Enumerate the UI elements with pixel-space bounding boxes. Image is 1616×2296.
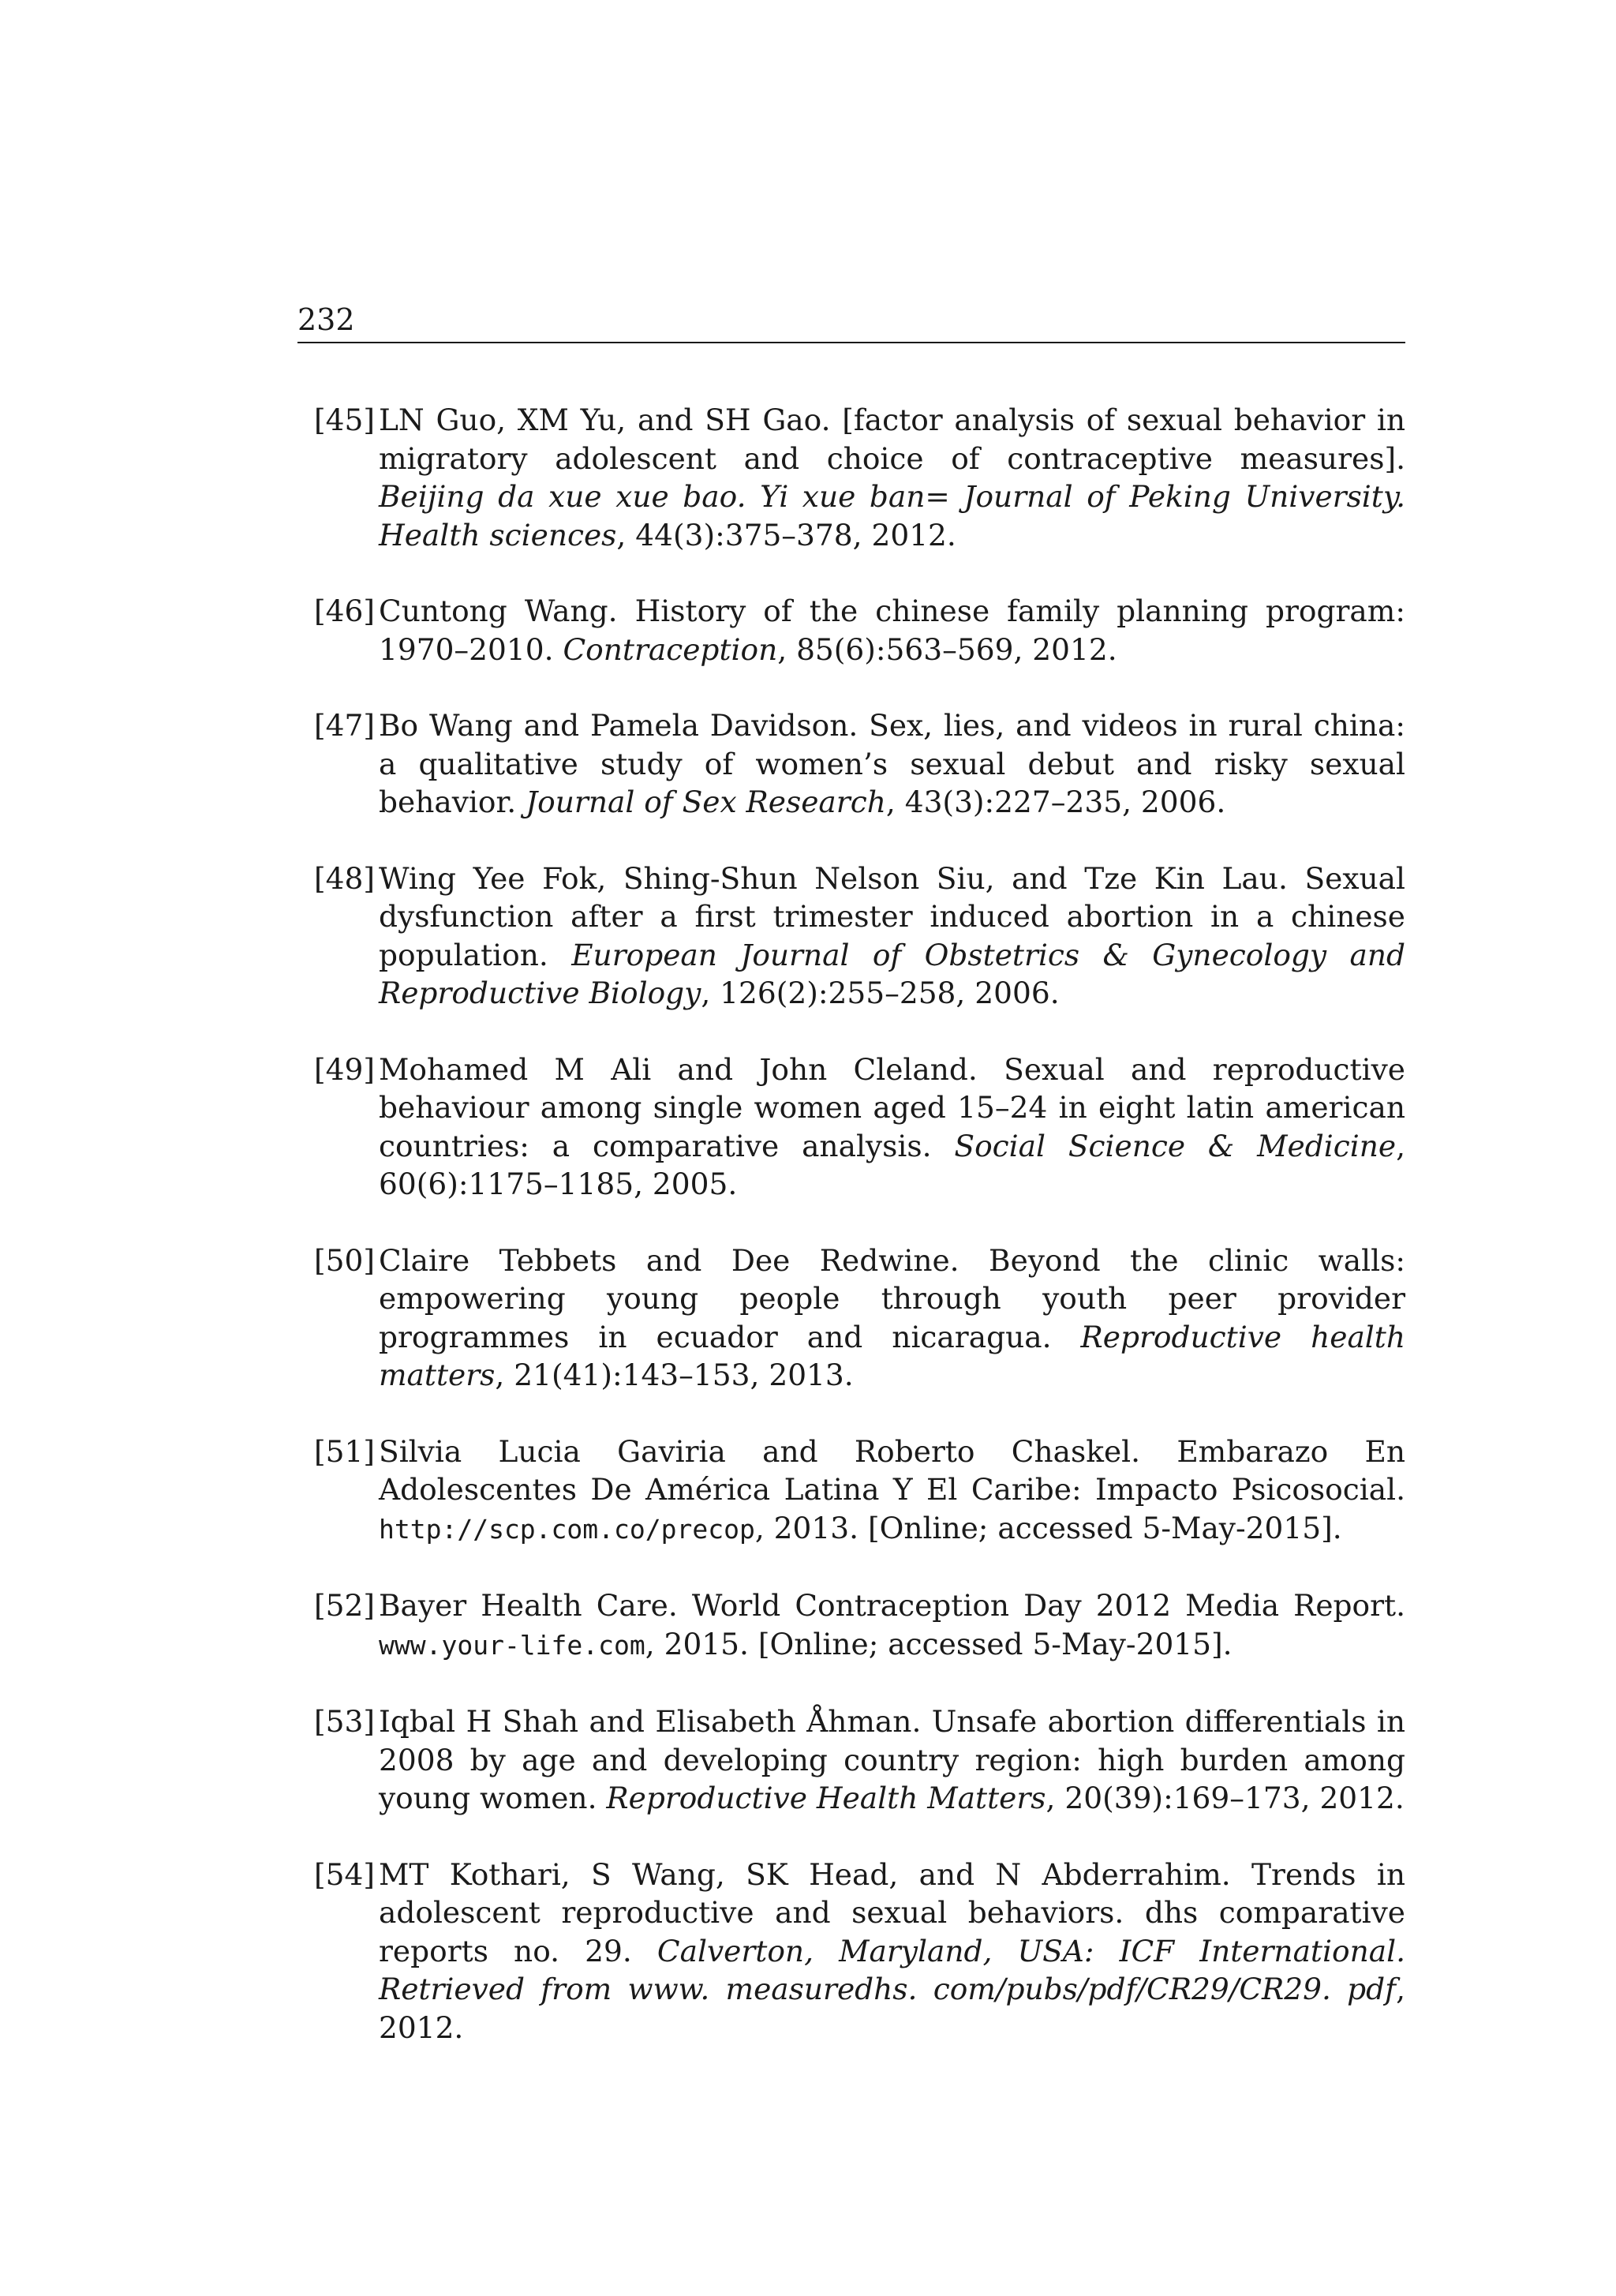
- reference-venue: Contraception: [563, 631, 778, 667]
- reference-item: [314, 860, 1405, 1013]
- reference-text: [379, 592, 1405, 669]
- reference-authors: Wing Yee Fok, Shing-Shun Nelson Siu, and Tze Kin Lau.: [379, 860, 1288, 896]
- page-number: 232: [297, 302, 355, 337]
- reference-authors: Cuntong Wang.: [379, 594, 618, 628]
- reference-authors: Claire Tebbets and Dee Redwine.: [379, 1242, 960, 1278]
- reference-item: [314, 1242, 1405, 1395]
- reference-title: Sex, lies, and videos in rural china: a qualitative study of women’s sexual debut and risky sexual behavior.: [379, 708, 1405, 819]
- reference-authors: LN Guo, XM Yu, and SH Gao.: [379, 403, 831, 437]
- reference-venue: Reproductive health matters: [379, 1319, 1406, 1392]
- reference-label: [54]: [314, 1856, 375, 1892]
- reference-label: [51]: [314, 1433, 375, 1469]
- reference-details: , 126(2):255–258, 2006.: [701, 976, 1060, 1010]
- reference-authors: MT Kothari, S Wang, SK Head, and N Abderrahim.: [379, 1856, 1231, 1892]
- reference-authors: Bayer Health Care.: [379, 1588, 678, 1623]
- reference-venue: Social Science & Medicine: [954, 1128, 1397, 1163]
- reference-details: , 2012.: [379, 1972, 1405, 2045]
- reference-item: [314, 1702, 1405, 1818]
- reference-text: [379, 1051, 1405, 1204]
- reference-authors: Bo Wang and Pamela Davidson.: [379, 708, 858, 743]
- reference-title: History of the chinese family planning program: 1970–2010.: [379, 594, 1405, 667]
- reference-details: , 2015. [Online; accessed 5-May-2015].: [645, 1626, 1233, 1661]
- reference-item: [314, 706, 1405, 822]
- reference-label: [47]: [314, 708, 375, 743]
- reference-label: [52]: [314, 1588, 375, 1623]
- reference-title: World Contraception Day 2012 Media Report.: [691, 1588, 1406, 1623]
- reference-venue: Journal of Sex Research: [526, 785, 886, 819]
- reference-label: [46]: [314, 594, 375, 628]
- reference-text: [379, 1702, 1405, 1818]
- reference-text: [379, 401, 1405, 554]
- reference-details: , 20(39):169–173, 2012.: [1046, 1781, 1405, 1815]
- reference-venue: Calverton, Maryland, USA: ICF International. Retrieved from www. measuredhs. com/pubs/pdf/CR29/CR29. pdf: [379, 1933, 1405, 2006]
- reference-title: Beyond the clinic walls: empowering young people through youth peer provider programmes in ecuador and nicaragua.: [379, 1242, 1405, 1354]
- reference-text: [379, 1433, 1405, 1549]
- reference-url-link[interactable]: http://scp.com.co/precop: [379, 1513, 755, 1545]
- reference-item: [314, 1433, 1405, 1549]
- reference-item: [314, 1051, 1405, 1204]
- reference-list: [314, 401, 1405, 2084]
- reference-label: [45]: [314, 403, 375, 437]
- reference-item: [314, 401, 1405, 554]
- reference-text: [379, 1586, 1405, 1665]
- reference-details: , 60(6):1175–1185, 2005.: [379, 1128, 1406, 1201]
- reference-authors: Iqbal H Shah and Elisabeth Åhman.: [379, 1704, 922, 1739]
- reference-details: , 85(6):563–569, 2012.: [777, 631, 1117, 667]
- reference-authors: Silvia Lucia Gaviria and Roberto Chaskel.: [379, 1433, 1141, 1469]
- reference-venue: Beijing da xue xue bao. Yi xue ban= Journal of Peking University. Health sciences: [379, 479, 1405, 552]
- reference-item: [314, 1586, 1405, 1665]
- reference-title: Unsafe abortion differentials in 2008 by age and developing country region: high burden among young women.: [379, 1704, 1405, 1815]
- reference-label: [49]: [314, 1051, 375, 1087]
- reference-text: [379, 706, 1405, 822]
- reference-item: [314, 1856, 1405, 2047]
- reference-item: [314, 592, 1405, 669]
- reference-url-link[interactable]: www.your-life.com: [379, 1629, 645, 1661]
- reference-details: , 43(3):227–235, 2006.: [885, 785, 1226, 819]
- reference-details: , 21(41):143–153, 2013.: [495, 1358, 854, 1392]
- header-rule: [297, 342, 1405, 343]
- reference-venue: Reproductive Health Matters: [606, 1781, 1046, 1815]
- reference-label: [53]: [314, 1704, 375, 1739]
- reference-text: [379, 860, 1405, 1013]
- reference-authors: Mohamed M Ali and John Cleland.: [379, 1051, 978, 1087]
- reference-title: Embarazo En Adolescentes De América Latina Y El Caribe: Impacto Psicosocial.: [379, 1433, 1406, 1507]
- reference-venue: European Journal of Obstetrics & Gynecology and Reproductive Biology: [379, 937, 1405, 1010]
- reference-text: [379, 1856, 1405, 2047]
- reference-title: [factor analysis of sexual behavior in migratory adolescent and choice of contraceptive measures].: [379, 403, 1406, 476]
- reference-text: [379, 1242, 1405, 1395]
- reference-title: Trends in adolescent reproductive and sexual behaviors. dhs comparative reports no. 29.: [379, 1856, 1405, 1968]
- reference-title: Sexual and reproductive behaviour among single women aged 15–24 in eight latin american countries: a comparative analysis.: [379, 1051, 1405, 1163]
- reference-details: , 44(3):375–378, 2012.: [616, 517, 956, 552]
- reference-details: , 2013. [Online; accessed 5-May-2015].: [754, 1510, 1342, 1545]
- reference-label: [48]: [314, 860, 375, 896]
- reference-title: Sexual dysfunction after a first trimester induced abortion in a chinese population.: [379, 860, 1406, 972]
- reference-label: [50]: [314, 1242, 375, 1278]
